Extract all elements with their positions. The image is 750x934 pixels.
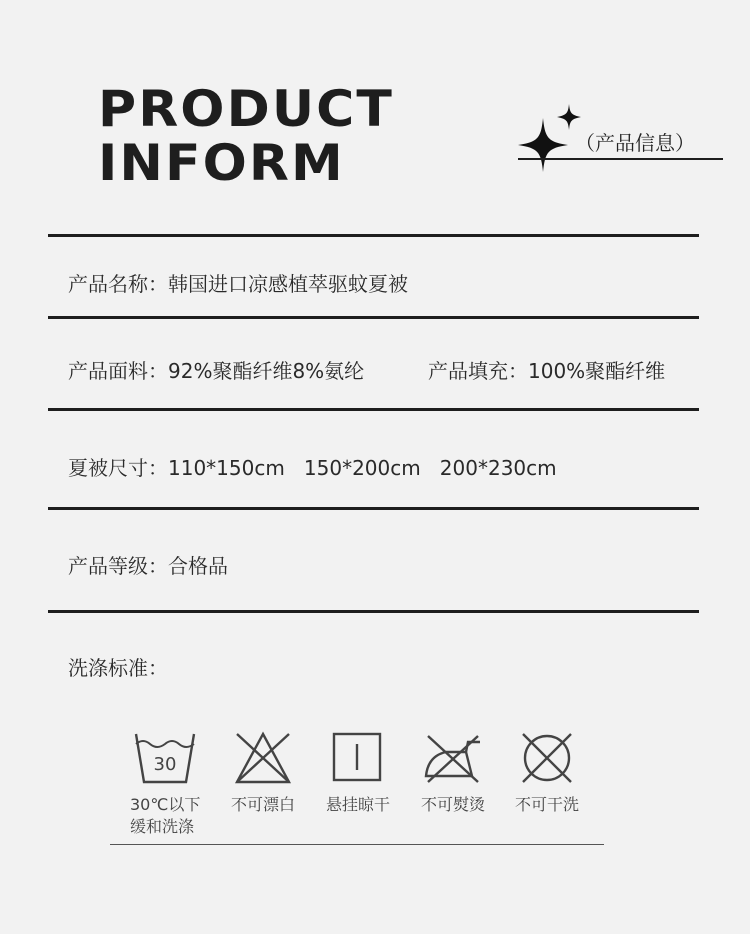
title-underline [518,158,723,160]
wash-standard-label: 洗涤标准： [68,656,168,680]
size-row [68,452,557,481]
icons-underline [110,844,604,845]
care-icons [110,730,605,842]
grade-label: 产品等级： [68,554,168,578]
wash-temperature-number: 30 [153,754,177,775]
fabric-row [68,355,364,384]
size-label: 夏被尺寸： [68,456,168,480]
divider-1 [48,234,699,237]
care-item-hang-dry [313,730,403,816]
care-item-no-iron [408,730,498,816]
care-item-no-dry-clean [502,730,592,816]
filling-value: 100%聚酯纤维 [528,359,666,383]
no-dry-clean-caption: 不可干洗 [514,795,579,814]
grade-row [68,550,228,579]
fabric-value: 92%聚酯纤维8%氨纶 [168,359,365,383]
product-name-label: 产品名称： [68,272,168,296]
no-iron-icon [420,730,486,786]
no-bleach-caption: 不可漂白 [230,795,295,814]
hang-dry-caption: 悬挂晾干 [325,795,390,814]
title-line-2: INFORM [98,134,345,192]
care-item-wash [120,730,210,837]
fabric-label: 产品面料： [68,359,168,383]
filling-label: 产品填充： [428,359,528,383]
no-iron-caption: 不可熨烫 [420,795,485,814]
filling-row [428,355,665,384]
divider-5 [48,610,699,613]
grade-value: 合格品 [168,554,228,578]
no-tumble-dry-icon [517,730,577,786]
size-value: 110*150cm 150*200cm 200*230cm [168,456,557,480]
divider-2 [48,316,699,319]
product-name-row [68,268,408,297]
care-item-no-bleach [218,730,308,816]
divider-4 [48,507,699,510]
wash-caption: 30℃以下 缓和洗涤 [130,795,201,836]
title-line-1: PRODUCT [98,80,394,138]
no-bleach-icon [233,730,293,786]
product-name-value: 韩国进口凉感植萃驱蚊夏被 [168,272,408,296]
wash-30-icon [130,730,200,786]
cn-section-title: （产品信息） [575,131,695,155]
divider-3 [48,408,699,411]
hang-dry-icon [330,730,386,786]
